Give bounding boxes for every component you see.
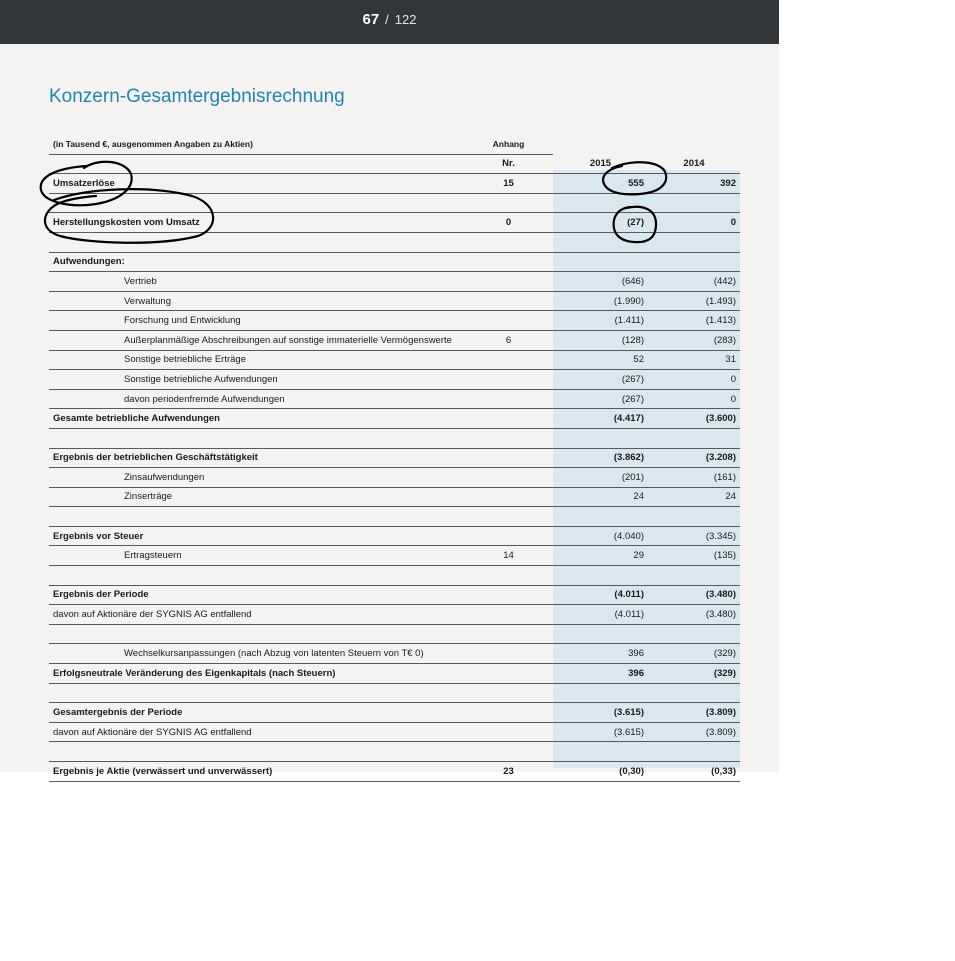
nr-header: Nr. [464, 154, 553, 174]
row-label: Forschung und Entwicklung [49, 311, 464, 331]
table-row [49, 213, 740, 233]
anhang-nr [464, 605, 553, 625]
table-row [49, 448, 740, 468]
value-2014 [648, 624, 740, 644]
value-2015: (646) [553, 272, 648, 292]
anhang-nr [464, 448, 553, 468]
anhang-nr: 6 [464, 330, 553, 350]
page-title: Konzern-Gesamtergebnisrechnung [49, 86, 345, 107]
anhang-nr [464, 428, 553, 448]
row-label [49, 193, 464, 213]
row-label: davon auf Aktionäre der SYGNIS AG entfallend [49, 605, 464, 625]
table-row [49, 350, 740, 370]
value-2015: (4.011) [553, 585, 648, 605]
table-row [49, 585, 740, 605]
anhang-nr [464, 742, 553, 762]
table-row [49, 546, 740, 566]
anhang-nr [464, 703, 553, 723]
table-row [49, 703, 740, 723]
spacer-row [49, 742, 740, 762]
row-label [49, 566, 464, 586]
value-2014: 0 [648, 370, 740, 390]
anhang-nr [464, 585, 553, 605]
year-2015-header: 2015 [553, 154, 648, 174]
row-label: davon periodenfremde Aufwendungen [49, 389, 464, 409]
row-label [49, 624, 464, 644]
anhang-nr [464, 644, 553, 664]
value-2014: 392 [648, 174, 740, 194]
row-label: Sonstige betriebliche Erträge [49, 350, 464, 370]
row-label: Aufwendungen: [49, 252, 464, 272]
table-row [49, 487, 740, 507]
spacer-row [49, 683, 740, 703]
value-2015: (267) [553, 370, 648, 390]
value-2014: (1.413) [648, 311, 740, 331]
row-label: Wechselkursanpassungen (nach Abzug von latenten Steuern von T€ 0) [49, 644, 464, 664]
value-2015 [553, 624, 648, 644]
value-2014: (442) [648, 272, 740, 292]
anhang-nr [464, 252, 553, 272]
spacer-row [49, 566, 740, 586]
anhang-nr [464, 311, 553, 331]
value-2014: (3.600) [648, 409, 740, 429]
value-2014: (329) [648, 664, 740, 684]
anhang-nr [464, 370, 553, 390]
value-2015: 555 [553, 174, 648, 194]
value-2015: (1.411) [553, 311, 648, 331]
table-row [49, 644, 740, 664]
anhang-nr [464, 468, 553, 488]
table-body [49, 174, 740, 781]
anhang-nr: 23 [464, 762, 553, 782]
row-label [49, 232, 464, 252]
value-2015: (3.615) [553, 722, 648, 742]
value-2015: 52 [553, 350, 648, 370]
value-2014: 0 [648, 213, 740, 233]
spacer-row [49, 428, 740, 448]
value-2015: (4.011) [553, 605, 648, 625]
table-row [49, 468, 740, 488]
anhang-nr [464, 389, 553, 409]
value-2015: (27) [553, 213, 648, 233]
row-label: Herstellungskosten vom Umsatz [49, 213, 464, 233]
table-row [49, 526, 740, 546]
table-row [49, 762, 740, 782]
value-2015 [553, 428, 648, 448]
value-2015 [553, 507, 648, 527]
year-2014-header: 2014 [648, 154, 740, 174]
row-label: Umsatzerlöse [49, 174, 464, 194]
value-2015: 396 [553, 664, 648, 684]
row-label: Ergebnis vor Steuer [49, 526, 464, 546]
value-2015: (3.862) [553, 448, 648, 468]
table-row [49, 291, 740, 311]
anhang-nr: 14 [464, 546, 553, 566]
anhang-nr: 15 [464, 174, 553, 194]
page-separator: / [385, 12, 389, 27]
value-2014: 24 [648, 487, 740, 507]
anhang-nr [464, 232, 553, 252]
table-row [49, 272, 740, 292]
value-2015: (201) [553, 468, 648, 488]
value-2014: (283) [648, 330, 740, 350]
value-2014: (3.809) [648, 703, 740, 723]
anhang-nr [464, 409, 553, 429]
spacer-row [49, 193, 740, 213]
value-2014: (161) [648, 468, 740, 488]
anhang-nr [464, 291, 553, 311]
anhang-nr [464, 683, 553, 703]
row-label: davon auf Aktionäre der SYGNIS AG entfallend [49, 722, 464, 742]
value-2015: (4.040) [553, 526, 648, 546]
table-row [49, 252, 740, 272]
value-2015: 396 [553, 644, 648, 664]
value-2014: 31 [648, 350, 740, 370]
row-label: Außerplanmäßige Abschreibungen auf sonstige immaterielle Vermögenswerte [49, 330, 464, 350]
row-label: Verwaltung [49, 291, 464, 311]
value-2015: (267) [553, 389, 648, 409]
total-pages: 122 [394, 12, 417, 27]
row-label: Erfolgsneutrale Veränderung des Eigenkapitals (nach Steuern) [49, 664, 464, 684]
row-label [49, 683, 464, 703]
spacer-row [49, 624, 740, 644]
anhang-nr [464, 193, 553, 213]
value-2014 [648, 428, 740, 448]
row-label: Ergebnis je Aktie (verwässert und unverwässert) [49, 762, 464, 782]
table-header-row-2 [49, 154, 740, 174]
value-2014: (3.208) [648, 448, 740, 468]
row-label: Ertragsteuern [49, 546, 464, 566]
value-2015 [553, 683, 648, 703]
value-2014: (3.809) [648, 722, 740, 742]
value-2015: (128) [553, 330, 648, 350]
row-label [49, 742, 464, 762]
value-2014 [648, 232, 740, 252]
value-2015: (4.417) [553, 409, 648, 429]
value-2014: (3.480) [648, 605, 740, 625]
row-label: Zinsaufwendungen [49, 468, 464, 488]
table-row [49, 409, 740, 429]
table-row [49, 174, 740, 194]
value-2015: 24 [553, 487, 648, 507]
row-label: Sonstige betriebliche Aufwendungen [49, 370, 464, 390]
value-2015: 29 [553, 546, 648, 566]
row-label [49, 507, 464, 527]
anhang-nr [464, 722, 553, 742]
table-row [49, 722, 740, 742]
value-2014: (0,33) [648, 762, 740, 782]
current-page-number[interactable]: 67 [362, 11, 380, 28]
row-label: Ergebnis der Periode [49, 585, 464, 605]
anhang-nr [464, 507, 553, 527]
row-label: Gesamte betriebliche Aufwendungen [49, 409, 464, 429]
table-header-row-1 [49, 135, 740, 154]
value-2014: 0 [648, 389, 740, 409]
unit-note: (in Tausend €, ausgenommen Angaben zu Aktien) [49, 135, 464, 154]
anhang-nr [464, 272, 553, 292]
table-row [49, 370, 740, 390]
value-2014: (3.345) [648, 526, 740, 546]
spacer-row [49, 232, 740, 252]
anhang-nr [464, 350, 553, 370]
page-toolbar [0, 0, 779, 44]
anhang-nr [464, 664, 553, 684]
value-2014: (135) [648, 546, 740, 566]
value-2014 [648, 683, 740, 703]
value-2014 [648, 566, 740, 586]
value-2014: (1.493) [648, 291, 740, 311]
value-2015 [553, 232, 648, 252]
value-2015 [553, 193, 648, 213]
anhang-nr [464, 526, 553, 546]
table-row [49, 389, 740, 409]
value-2015: (3.615) [553, 703, 648, 723]
spacer-row [49, 507, 740, 527]
row-label: Vertrieb [49, 272, 464, 292]
row-label: Ergebnis der betrieblichen Geschäftstätigkeit [49, 448, 464, 468]
value-2014: (3.480) [648, 585, 740, 605]
anhang-header: Anhang [464, 135, 553, 154]
value-2014: (329) [648, 644, 740, 664]
value-2015 [553, 742, 648, 762]
value-2014 [648, 193, 740, 213]
value-2015 [553, 252, 648, 272]
row-label [49, 428, 464, 448]
row-label: Zinserträge [49, 487, 464, 507]
table-row [49, 664, 740, 684]
table-row [49, 330, 740, 350]
anhang-nr [464, 566, 553, 586]
anhang-nr [464, 487, 553, 507]
table-row [49, 311, 740, 331]
anhang-nr: 0 [464, 213, 553, 233]
value-2014 [648, 742, 740, 762]
anhang-nr [464, 624, 553, 644]
value-2014 [648, 252, 740, 272]
value-2014 [648, 507, 740, 527]
value-2015: (1.990) [553, 291, 648, 311]
income-statement-table [49, 135, 740, 782]
row-label: Gesamtergebnis der Periode [49, 703, 464, 723]
value-2015 [553, 566, 648, 586]
table-row [49, 605, 740, 625]
value-2015: (0,30) [553, 762, 648, 782]
